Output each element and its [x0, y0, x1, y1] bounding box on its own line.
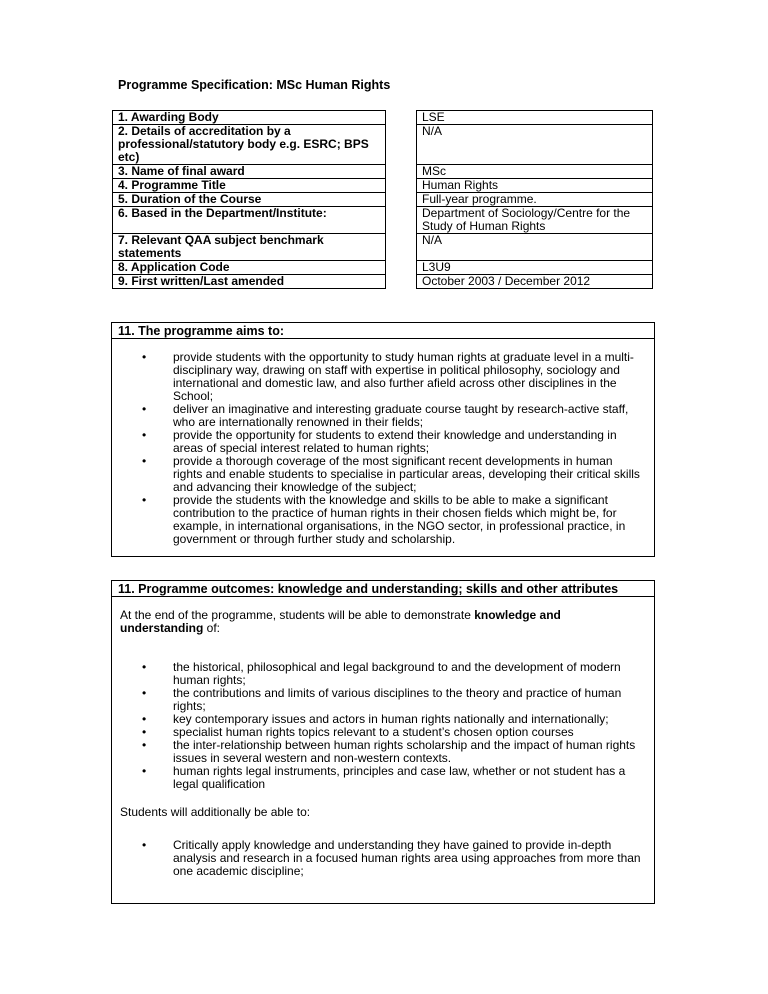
table-row [113, 275, 653, 289]
additional-list [124, 839, 644, 878]
knowledge-list [124, 661, 644, 791]
list-item: • the inter-relationship between human rights scholarship and the impact of human rights issues in several western and non-western contexts. [124, 739, 644, 765]
spec-value: Department of Sociology/Centre for the Study of Human Rights [417, 207, 653, 234]
list-item: • specialist human rights topics relevant to a student’s chosen option courses [124, 726, 644, 739]
spec-label: 1. Awarding Body [113, 111, 386, 125]
spec-label: 2. Details of accreditation by a professional/statutory body e.g. ESRC; BPS etc) [113, 125, 386, 165]
spec-label: 6. Based in the Department/Institute: [113, 207, 386, 234]
list-item: • provide students with the opportunity to study human rights at graduate level in a multi-disciplinary way, drawing on staff with expertise in political philosophy, sociology and international and domestic law, and also further afield across other disciplines in the School; [124, 351, 644, 403]
programme-aims-section [111, 322, 655, 557]
table-row [113, 207, 653, 234]
list-item: • Critically apply knowledge and understanding they have gained to provide in-depth analysis and research in a focused human rights area using approaches from more than one academic discipline; [124, 839, 644, 878]
table-row [113, 179, 653, 193]
spec-label: 7. Relevant QAA subject benchmark statements [113, 234, 386, 261]
additional-intro: Students will additionally be able to: [120, 805, 311, 819]
table-row [113, 261, 653, 275]
spec-value: N/A [417, 234, 653, 261]
spec-value: Human Rights [417, 179, 653, 193]
list-item: • provide the students with the knowledge and skills to be able to make a significant contribution to the practice of human rights in their chosen fields which might be, for example, in international organisations, in the NGO sector, in professional practice, in government or through further study and scholarship. [124, 494, 644, 546]
table-row [113, 111, 653, 125]
list-item: • provide the opportunity for students to extend their knowledge and understanding in areas of special interest related to human rights; [124, 429, 644, 455]
table-row [113, 165, 653, 179]
spec-value: LSE [417, 111, 653, 125]
programme-spec-table [112, 110, 653, 289]
programme-outcomes-section [111, 580, 655, 904]
list-item: • deliver an imaginative and interesting graduate course taught by research-active staff, who are internationally renowned in their fields; [124, 403, 644, 429]
aims-list [124, 351, 644, 546]
table-row [113, 234, 653, 261]
table-row [113, 125, 653, 165]
list-item: • key contemporary issues and actors in human rights nationally and internationally; [124, 713, 644, 726]
spec-label: 3. Name of final award [113, 165, 386, 179]
spec-value: Full-year programme. [417, 193, 653, 207]
spec-value: N/A [417, 125, 653, 165]
list-item: • the historical, philosophical and legal background to and the development of modern human rights; [124, 661, 644, 687]
section-heading: 11. The programme aims to: [112, 323, 654, 339]
table-row [113, 193, 653, 207]
list-item: • the contributions and limits of various disciplines to the theory and practice of human rights; [124, 687, 644, 713]
spec-label: 5. Duration of the Course [113, 193, 386, 207]
document-title: Programme Specification: MSc Human Rights [118, 78, 391, 92]
spec-value: October 2003 / December 2012 [417, 275, 653, 289]
spec-label: 4. Programme Title [113, 179, 386, 193]
list-item: • human rights legal instruments, principles and case law, whether or not student has a legal qualification [124, 765, 644, 791]
spec-label: 8. Application Code [113, 261, 386, 275]
spec-label: 9. First written/Last amended [113, 275, 386, 289]
spec-value: MSc [417, 165, 653, 179]
spec-value: L3U9 [417, 261, 653, 275]
section-heading: 11. Programme outcomes: knowledge and understanding; skills and other attributes [112, 581, 654, 597]
outcomes-intro: At the end of the programme, students will be able to demonstrate knowledge and understanding of: [120, 608, 561, 635]
list-item: • provide a thorough coverage of the most significant recent developments in human rights and enable students to specialise in particular areas, developing their critical skills and advancing their knowledge of the subject; [124, 455, 644, 494]
